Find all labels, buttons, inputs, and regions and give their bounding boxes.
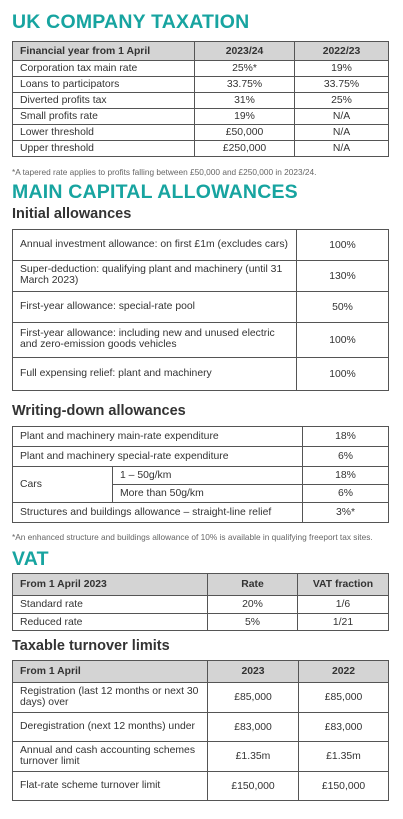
vat-rates-table <box>12 573 389 631</box>
row-label: Standard rate <box>13 596 208 614</box>
cars-label: Cars <box>13 467 113 503</box>
cell-value: 100% <box>297 230 389 261</box>
table-row <box>13 109 389 125</box>
row-label: Registration (last 12 months or next 30 days) over <box>13 683 208 713</box>
row-label: Super-deduction: qualifying plant and machinery (until 31 March 2023) <box>13 261 297 292</box>
row-label: Upper threshold <box>13 141 195 157</box>
table-row <box>13 141 389 157</box>
table-header: Financial year from 1 April <box>13 42 195 61</box>
turnover-limits-table <box>12 660 389 801</box>
table-header: 2023 <box>208 661 299 683</box>
table-row <box>13 713 389 742</box>
cell-value: 18% <box>303 467 389 485</box>
row-label: Annual investment allowance: on first £1m (excludes cars) <box>13 230 297 261</box>
table-row <box>13 596 389 614</box>
cell-value: 20% <box>208 596 298 614</box>
cell-value: £1.35m <box>299 742 389 772</box>
cell-value: 1/6 <box>298 596 389 614</box>
cell-value: 33.75% <box>295 77 389 93</box>
corporation-tax-footnote: *A tapered rate applies to profits falling between £50,000 and £250,000 in 2023/24. <box>12 167 317 177</box>
writing-down-allowances-table <box>12 426 389 523</box>
table-row <box>13 261 389 292</box>
cell-value: 5% <box>208 614 298 631</box>
table-header: VAT fraction <box>298 574 389 596</box>
table-row <box>13 77 389 93</box>
corporation-tax-table <box>12 41 389 157</box>
row-label: More than 50g/km <box>113 485 303 503</box>
row-label: Plant and machinery special-rate expenditure <box>13 447 303 467</box>
cell-value: £83,000 <box>299 713 389 742</box>
cell-value: 6% <box>303 447 389 467</box>
cell-value: 1/21 <box>298 614 389 631</box>
table-header: 2022/23 <box>295 42 389 61</box>
cell-value: 100% <box>297 323 389 358</box>
cell-value: 25% <box>295 93 389 109</box>
cell-value: 130% <box>297 261 389 292</box>
table-row <box>13 125 389 141</box>
cell-value: 100% <box>297 358 389 391</box>
cell-value: £150,000 <box>208 772 299 801</box>
cell-value: 6% <box>303 485 389 503</box>
table-row <box>13 614 389 631</box>
writing-down-allowances-heading: Writing-down allowances <box>12 403 186 419</box>
row-label: Deregistration (next 12 months) under <box>13 713 208 742</box>
table-header: Rate <box>208 574 298 596</box>
cell-value: 19% <box>195 109 295 125</box>
cell-value: 33.75% <box>195 77 295 93</box>
table-header: 2023/24 <box>195 42 295 61</box>
sba-footnote: *An enhanced structure and buildings allowance of 10% is available in qualifying freeport tax sites. <box>12 532 373 542</box>
cell-value: 19% <box>295 61 389 77</box>
row-label: Reduced rate <box>13 614 208 631</box>
cell-value: £150,000 <box>299 772 389 801</box>
table-row <box>13 447 389 467</box>
row-label: Plant and machinery main-rate expenditure <box>13 427 303 447</box>
table-header: From 1 April 2023 <box>13 574 208 596</box>
table-row <box>13 503 389 523</box>
cell-value: 50% <box>297 292 389 323</box>
cell-value: £1.35m <box>208 742 299 772</box>
cell-value: £50,000 <box>195 125 295 141</box>
row-label: First-year allowance: including new and unused electric and zero-emission goods vehicles <box>13 323 297 358</box>
row-label: First-year allowance: special-rate pool <box>13 292 297 323</box>
cell-value: £85,000 <box>299 683 389 713</box>
taxable-turnover-heading: Taxable turnover limits <box>12 638 170 654</box>
cell-value: 18% <box>303 427 389 447</box>
table-header: From 1 April <box>13 661 208 683</box>
row-label: Small profits rate <box>13 109 195 125</box>
table-row <box>13 61 389 77</box>
table-row <box>13 427 389 447</box>
table-row <box>13 323 389 358</box>
cell-value: £83,000 <box>208 713 299 742</box>
cell-value: £250,000 <box>195 141 295 157</box>
vat-title: VAT <box>12 548 49 570</box>
capital-allowances-title: MAIN CAPITAL ALLOWANCES <box>12 181 298 203</box>
row-label: Annual and cash accounting schemes turnover limit <box>13 742 208 772</box>
cell-value: 31% <box>195 93 295 109</box>
table-row <box>13 467 389 485</box>
cell-value: £85,000 <box>208 683 299 713</box>
table-row <box>13 742 389 772</box>
cell-value: N/A <box>295 109 389 125</box>
row-label: Structures and buildings allowance – straight-line relief <box>13 503 303 523</box>
table-row <box>13 358 389 391</box>
table-row <box>13 683 389 713</box>
row-label: 1 – 50g/km <box>113 467 303 485</box>
row-label: Flat-rate scheme turnover limit <box>13 772 208 801</box>
table-row <box>13 772 389 801</box>
cell-value: 25%* <box>195 61 295 77</box>
table-row <box>13 230 389 261</box>
table-row <box>13 292 389 323</box>
row-label: Full expensing relief: plant and machinery <box>13 358 297 391</box>
cell-value: N/A <box>295 125 389 141</box>
cell-value: 3%* <box>303 503 389 523</box>
row-label: Loans to participators <box>13 77 195 93</box>
initial-allowances-table <box>12 229 389 391</box>
uk-company-taxation-title: UK COMPANY TAXATION <box>12 11 250 33</box>
row-label: Diverted profits tax <box>13 93 195 109</box>
cell-value: N/A <box>295 141 389 157</box>
table-row <box>13 93 389 109</box>
initial-allowances-heading: Initial allowances <box>12 206 132 222</box>
row-label: Corporation tax main rate <box>13 61 195 77</box>
row-label: Lower threshold <box>13 125 195 141</box>
table-header: 2022 <box>299 661 389 683</box>
